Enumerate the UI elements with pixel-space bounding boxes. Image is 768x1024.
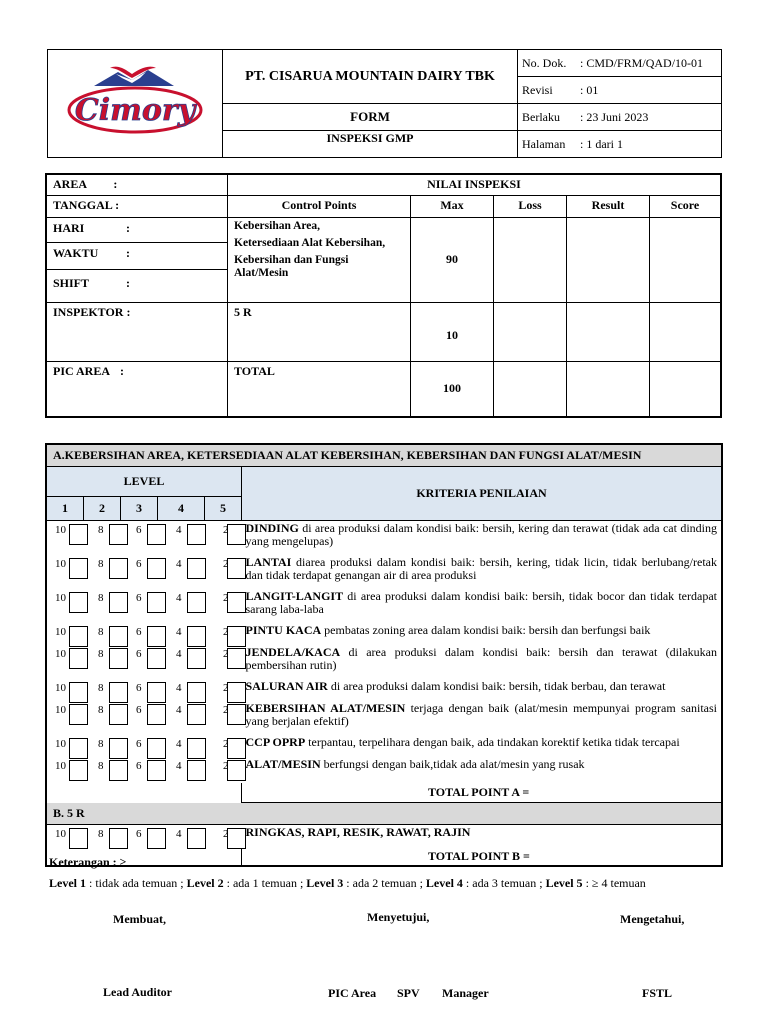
col-control-points: Control Points [228,195,411,217]
score-label: 2 [223,703,229,716]
sig-fstl: FSTL [642,986,673,1000]
criteria-text: diarea produksi dalam kondisi baik: bersih, kering, tidak licin, tidak berlubang/retak dan tidak terdapat genangan air di area produksi [245,554,717,582]
score-label: 8 [98,828,104,840]
sig-menyetujui: Menyetujui, [367,910,430,924]
level-checkbox-2[interactable] [109,828,128,849]
score-label: 4 [176,557,182,570]
level-checkbox-1[interactable] [69,558,88,579]
level-checkbox-3[interactable] [147,592,166,613]
criteria-level-options [46,589,242,623]
logo-cell [48,50,223,158]
level-checkbox-3[interactable] [147,558,166,579]
level-checkbox-5[interactable] [227,760,246,781]
col-max: Max [411,195,494,217]
meta-label: No. Dok. [518,50,581,77]
score-label: 6 [136,647,142,660]
score-3[interactable] [650,361,722,417]
score-label: 4 [176,681,182,694]
level-col-5: 5 [205,497,242,521]
document-header [47,49,722,158]
criteria-level-options [46,623,242,645]
level-checkbox-3[interactable] [147,704,166,725]
score-label: 6 [136,557,142,570]
criteria-level-options [46,701,242,735]
criteria-level-options [46,679,242,701]
area-label: AREA [53,177,87,191]
level-checkbox-3[interactable] [147,524,166,545]
criteria-title: LANGIT-LANGIT [245,588,344,603]
level-checkbox-2[interactable] [109,648,128,669]
level-checkbox-1[interactable] [69,524,88,545]
criteria-description [242,555,723,589]
criteria-title: RINGKAS, RAPI, RESIK, RAWAT, RAJIN [245,825,471,839]
level-checkbox-4[interactable] [187,558,206,579]
meta-value: : 01 [580,77,722,104]
criteria-title: JENDELA/KACA [245,644,341,659]
level-desc: : tidak ada temuan ; [86,876,187,890]
max-2: 10 [411,302,494,361]
score-label: 6 [136,703,142,716]
level-checkbox-1[interactable] [69,738,88,759]
score-label: 8 [98,681,104,694]
score-label: 4 [176,703,182,716]
level-checkbox-4[interactable] [187,738,206,759]
criteria-text: berfungsi dengan baik,tidak ada alat/mesin yang rusak [320,756,585,771]
criteria-description [242,701,723,735]
criteria-text: terjaga dengan baik (alat/mesin mempunyai program sanitasi yang berjalan efektif) [245,700,717,728]
level-checkbox-2[interactable] [109,682,128,703]
score-1[interactable] [650,217,722,302]
criteria-text: di area produksi dalam kondisi baik: bersih dan terawat (dilakukan pembersihan rutin) [245,644,717,672]
score-label: 8 [98,647,104,660]
score-label: 8 [98,703,104,716]
level-checkbox-3[interactable] [147,648,166,669]
score-label: 4 [176,591,182,604]
score-label: 2 [223,759,229,772]
score-label: 8 [98,737,104,750]
score-label: 10 [55,681,66,694]
sig-spv: SPV [397,986,420,1000]
level-checkbox-1[interactable] [69,626,88,647]
cp-kebersihan-fungsi: Kebersihan dan Fungsi Alat/Mesin [234,253,349,279]
score-label: 2 [223,828,229,840]
sig-pic-area: PIC Area [328,986,377,1000]
criteria-description [242,679,723,701]
cimory-logo [60,64,210,140]
level-desc: : ada 2 temuan ; [343,876,426,890]
result-2[interactable] [567,302,650,361]
criteria-level-options [46,521,242,555]
criteria-title: PINTU KACA [245,622,322,637]
score-label: 6 [136,524,142,536]
spacer [46,783,242,803]
sig-manager: Manager [442,986,489,1000]
level-checkbox-5[interactable] [227,648,246,669]
score-label: 10 [55,591,66,604]
score-label: 10 [55,524,66,536]
criteria-description [242,589,723,623]
svg-text:Cimory: Cimory [74,92,196,128]
level-checkbox-4[interactable] [187,704,206,725]
criteria-description [242,645,723,679]
score-label: 2 [223,681,229,694]
score-label: 8 [98,524,104,536]
loss-3[interactable] [494,361,567,417]
score-label: 8 [98,591,104,604]
meta-label: Halaman [518,131,581,158]
level-col-3: 3 [121,497,158,521]
criteria-row [46,735,722,757]
criteria-row [46,701,722,735]
hari-field[interactable]: HARI : [53,220,130,235]
criteria-title: DINDING [245,521,299,535]
criteria-description [242,825,723,849]
criteria-title: CCP OPRP [245,734,306,749]
criteria-table [45,443,723,867]
colon: : [113,177,118,191]
score-label: 10 [55,759,66,772]
criteria-row [46,589,722,623]
level-checkbox-1[interactable] [69,592,88,613]
form-title: INSPEKSI GMP [223,131,518,158]
score-label: 6 [136,625,142,638]
score-label: 10 [55,625,66,638]
meta-label: Berlaku [518,104,581,131]
level-checkbox-1[interactable] [69,704,88,725]
criteria-row [46,757,722,783]
total-point-b: TOTAL POINT B = [242,849,723,866]
score-label: 2 [223,524,229,536]
score-label: 10 [55,703,66,716]
result-3[interactable] [567,361,650,417]
result-1[interactable] [567,217,650,302]
level-checkbox-2[interactable] [109,760,128,781]
level-checkbox-2[interactable] [109,558,128,579]
criteria-row [46,623,722,645]
level-checkbox-4[interactable] [187,682,206,703]
level-col-4: 4 [158,497,205,521]
level-checkbox-3[interactable] [147,738,166,759]
score-label: 10 [55,828,66,840]
criteria-text: pembatas zoning area dalam kondisi baik: bersih dan berfungsi baik [321,622,651,637]
criteria-title: SALURAN AIR [245,678,328,693]
criteria-text: terpantau, terpelihara dengan baik, ada tindakan korektif ketika tidak tercapai [305,734,680,749]
level-checkbox-5[interactable] [227,704,246,725]
criteria-row-5r [46,825,722,849]
5r-level-options [46,825,242,849]
level-checkbox-2[interactable] [109,524,128,545]
hari-waktu-shift-cell [46,217,228,302]
level-checkbox-4[interactable] [187,828,206,849]
level-desc: : ada 1 temuan ; [223,876,307,890]
tanggal-field[interactable]: TANGGAL : [46,195,228,217]
section-a-title: A.KEBERSIHAN AREA, KETERSEDIAAN ALAT KEBERSIHAN, KEBERSIHAN DAN FUNGSI ALAT/MESIN [46,444,722,467]
level-desc: : ≥ 4 temuan [582,876,646,890]
score-label: 10 [55,647,66,660]
meta-value: : CMD/FRM/QAD/10-01 [580,50,722,77]
max-1: 90 [411,217,494,302]
level-desc: : ada 3 temuan ; [462,876,546,890]
area-field[interactable] [46,174,228,195]
col-loss: Loss [494,195,567,217]
level-checkbox-3[interactable] [147,760,166,781]
level-checkbox-2[interactable] [109,626,128,647]
level-checkbox-5[interactable] [227,682,246,703]
company-name: PT. CISARUA MOUNTAIN DAIRY TBK [223,50,518,104]
level-checkbox-5[interactable] [227,828,246,849]
criteria-level-options [46,555,242,589]
level-name: Level 1 [49,876,86,890]
level-checkbox-5[interactable] [227,626,246,647]
col-score: Score [650,195,722,217]
score-label: 2 [223,625,229,638]
inspection-info-table [45,173,722,418]
level-checkbox-2[interactable] [109,704,128,725]
score-label: 4 [176,828,182,840]
sig-lead-auditor: Lead Auditor [103,985,173,999]
score-label: 8 [98,557,104,570]
pic-area-field[interactable]: PIC AREA : [46,361,228,417]
level-checkbox-4[interactable] [187,524,206,545]
criteria-text: di area produksi dalam kondisi baik: bersih, tidak bocor dan tidak terdapat sarang laba-laba [245,588,717,616]
meta-value: : 1 dari 1 [580,131,722,158]
score-label: 2 [223,647,229,660]
level-col-1: 1 [46,497,84,521]
level-checkbox-1[interactable] [69,682,88,703]
form-label: FORM [223,104,518,131]
control-point-1 [228,217,411,302]
level-checkbox-3[interactable] [147,828,166,849]
criteria-row [46,521,722,555]
score-label: 6 [136,737,142,750]
criteria-description [242,735,723,757]
score-label: 4 [176,625,182,638]
level-header: LEVEL [46,467,242,497]
score-label: 6 [136,828,142,840]
cp-kebersihan-area: Kebersihan Area, [234,219,321,232]
criteria-title: ALAT/MESIN [245,756,321,771]
level-checkbox-5[interactable] [227,738,246,759]
level-name: Level 5 [545,876,583,890]
sig-mengetahui: Mengetahui, [620,912,685,926]
nilai-inspeksi-header: NILAI INSPEKSI [228,174,722,195]
criteria-row [46,645,722,679]
criteria-text: di area produksi dalam kondisi baik: bersih, kering dan terawat (tidak ada cat dinding yang mengelupas) [245,521,717,548]
criteria-title: LANTAI [245,554,292,569]
score-label: 8 [98,625,104,638]
criteria-level-options [46,757,242,783]
max-3: 100 [411,361,494,417]
criteria-text: di area produksi dalam kondisi baik: bersih, tidak berbau, dan terawat [327,678,666,693]
criteria-title: KEBERSIHAN ALAT/MESIN [245,700,406,715]
score-label: 2 [223,557,229,570]
score-label: 6 [136,759,142,772]
level-name: Level 4 [425,876,463,890]
criteria-description [242,623,723,645]
inspektor-field[interactable]: INSPEKTOR : [46,302,228,361]
criteria-description [242,521,723,555]
criteria-level-options [46,735,242,757]
level-checkbox-2[interactable] [109,738,128,759]
level-checkbox-1[interactable] [69,648,88,669]
score-label: 10 [55,557,66,570]
score-label: 2 [223,591,229,604]
level-checkbox-1[interactable] [69,760,88,781]
col-result: Result [567,195,650,217]
criteria-level-options [46,645,242,679]
meta-value: : 23 Juni 2023 [580,104,722,131]
score-label: 2 [223,737,229,750]
level-checkbox-2[interactable] [109,592,128,613]
score-label: 4 [176,647,182,660]
level-checkbox-4[interactable] [187,626,206,647]
level-col-2: 2 [84,497,121,521]
score-label: 6 [136,591,142,604]
kriteria-header: KRITERIA PENILAIAN [242,467,723,521]
level-name: Level 2 [186,876,224,890]
score-label: 4 [176,524,182,536]
total-point-a: TOTAL POINT A = [242,783,723,803]
criteria-row [46,679,722,701]
level-checkbox-3[interactable] [147,682,166,703]
level-checkbox-4[interactable] [187,760,206,781]
meta-label: Revisi [518,77,581,104]
level-checkbox-1[interactable] [69,828,88,849]
loss-1[interactable] [494,217,567,302]
level-checkbox-3[interactable] [147,626,166,647]
score-label: 10 [55,737,66,750]
score-label: 8 [98,759,104,772]
control-point-5r: 5 R [228,302,411,361]
score-label: 4 [176,737,182,750]
loss-2[interactable] [494,302,567,361]
criteria-row [46,555,722,589]
section-b-title: B. 5 R [46,803,722,825]
level-checkbox-5[interactable] [227,524,246,545]
level-checkbox-4[interactable] [187,648,206,669]
keterangan-levels [49,876,646,891]
keterangan-label: Keterangan : ≥ [49,855,127,869]
level-checkbox-4[interactable] [187,592,206,613]
level-checkbox-5[interactable] [227,558,246,579]
waktu-field[interactable]: WAKTU : [47,242,227,269]
score-2[interactable] [650,302,722,361]
score-label: 4 [176,759,182,772]
sig-membuat: Membuat, [113,912,166,926]
level-checkbox-5[interactable] [227,592,246,613]
score-label: 6 [136,681,142,694]
criteria-description [242,757,723,783]
cp-ketersediaan: Ketersediaan Alat Kebersihan, [234,236,386,249]
level-name: Level 3 [306,876,344,890]
control-point-total: TOTAL [228,361,411,417]
shift-field[interactable]: SHIFT : [47,269,227,291]
